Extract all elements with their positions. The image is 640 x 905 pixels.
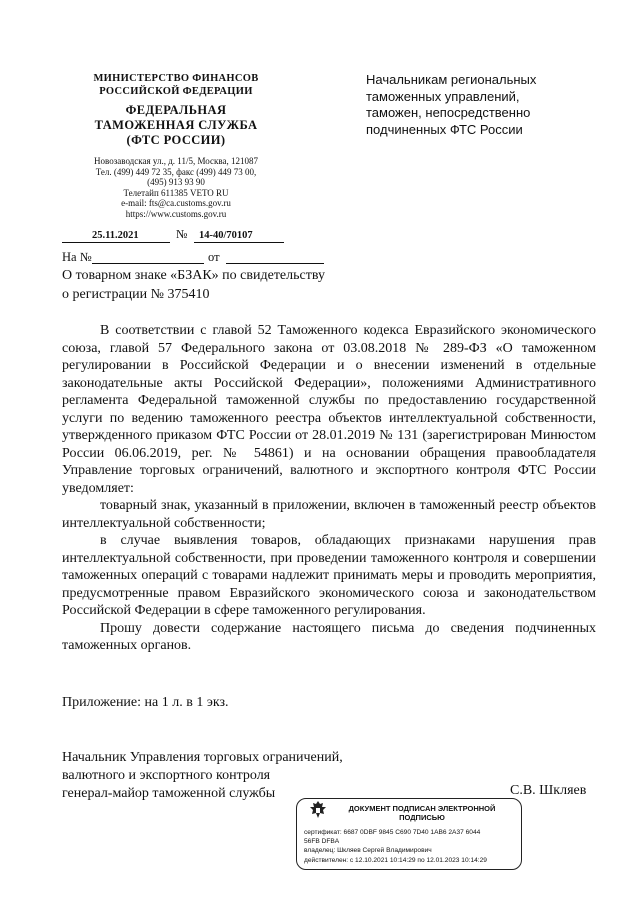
electronic-signature-stamp xyxy=(296,798,522,870)
letterhead xyxy=(62,72,290,220)
address-line: Новозаводская ул., д. 11/5, Москва, 121087 xyxy=(94,156,258,166)
coat-of-arms-icon xyxy=(308,799,328,821)
addressee-line: таможенных управлений, xyxy=(366,88,520,104)
position-line: генерал-майор таможенной службы xyxy=(62,786,276,801)
body-paragraph: Прошу довести содержание настоящего письма до сведения подчиненных таможенных органов. xyxy=(62,620,596,653)
ministry-line: МИНИСТЕРСТВО ФИНАНСОВ xyxy=(93,73,259,84)
service-address xyxy=(62,156,290,220)
position-line: валютного и экспортного контроля xyxy=(62,768,271,783)
stamp-certificate: сертификат: 6687 0DBF 9845 C690 7D40 1AB6 2A37 6044 xyxy=(304,829,481,836)
on-number-label: На № xyxy=(62,250,92,264)
number-sign: № xyxy=(176,227,188,241)
ministry-name xyxy=(62,72,290,98)
addressee-line: Начальникам региональных xyxy=(366,72,537,87)
addressee-line: таможен, непосредственно xyxy=(366,105,531,120)
stamp-details xyxy=(304,828,516,865)
number-underline xyxy=(194,242,284,243)
reply-to-line xyxy=(62,250,302,266)
stamp-title-line: ДОКУМЕНТ ПОДПИСАН ЭЛЕКТРОННОЙ xyxy=(348,804,496,813)
letter-subject xyxy=(62,266,362,304)
registration-line xyxy=(62,227,302,246)
address-line: https://www.customs.gov.ru xyxy=(125,208,227,219)
body-paragraph: товарный знак, указанный в приложении, включен в таможенный реестр объектов интеллектуальной собственности; xyxy=(62,498,596,531)
registration-number: 14-40/70107 xyxy=(199,230,253,241)
service-line: ТАМОЖЕННАЯ СЛУЖБА xyxy=(94,118,258,132)
from-blank xyxy=(226,263,324,264)
subject-line: о регистрации № 375410 xyxy=(62,287,210,302)
address-line: (495) 913 93 90 xyxy=(147,177,205,188)
body-paragraph: В соответствии с главой 52 Таможенного кодекса Евразийского экономического союза, главой 57 Федерального закона от 03.08.2018 № 289-ФЗ «О таможенном регулировании в Российской Федерации и о внесении изменений в отдельные законодательные акты Российской Федерации», положениями Административного регламента Федеральной таможенной службы по предоставлению государственной услуги по ведению таможенного реестра объектов интеллектуальной собственности, утвержденного приказом ФТС России от 28.01.2019 № 131 (зарегистрирован Минюстом России 06.06.2019, рег. № 54861) и на основании обращения правообладателя Управление торговых ограничений, валютного и экспортного контроля ФТС России уведомляет: xyxy=(62,323,596,496)
stamp-title-line: ПОДПИСЬЮ xyxy=(399,813,445,822)
subject-line: О товарном знаке «БЗАК» по свидетельству xyxy=(62,268,325,283)
address-line: Тел. (499) 449 72 35, факс (499) 449 73 00, xyxy=(95,166,257,177)
addressee-line: подчиненных ФТС России xyxy=(366,121,523,137)
from-label: от xyxy=(208,250,220,264)
stamp-title xyxy=(327,804,517,822)
on-number-blank xyxy=(92,263,204,264)
position-line: Начальник Управления торговых ограничений, xyxy=(62,750,343,765)
service-name xyxy=(62,103,290,148)
letter-body xyxy=(62,322,596,655)
address-line: Телетайп 611385 VETO RU xyxy=(123,187,229,198)
attachment-note: Приложение: на 1 л. в 1 экз. xyxy=(62,695,229,710)
registration-date: 25.11.2021 xyxy=(92,230,139,241)
service-line: ФЕДЕРАЛЬНАЯ xyxy=(125,103,227,117)
body-paragraph: в случае выявления товаров, обладающих признаками нарушения прав интеллектуальной собственности, при проведении таможенного контроля и совершении таможенных операций с товарами надлежит принимать меры и проводить мероприятия, предусмотренные правом Евразийского экономического союза и законодательством Российской Федерации в сфере таможенного регулирования. xyxy=(62,533,596,618)
date-underline xyxy=(62,242,170,243)
service-line: (ФТС РОССИИ) xyxy=(126,133,226,147)
ministry-line: РОССИЙСКОЙ ФЕДЕРАЦИИ xyxy=(99,86,253,97)
signatory-position xyxy=(62,749,362,803)
address-line: e-mail: fts@ca.customs.gov.ru xyxy=(121,198,231,209)
stamp-validity: действителен: с 12.10.2021 10:14:29 по 12.01.2023 10:14:29 xyxy=(304,856,487,864)
signatory-name: С.В. Шкляев xyxy=(510,783,587,798)
addressee-block xyxy=(366,72,606,138)
stamp-certificate-cont: 56FB DFBA xyxy=(304,838,340,846)
stamp-owner: владелец: Шкляев Сергей Владимирович xyxy=(304,847,432,855)
